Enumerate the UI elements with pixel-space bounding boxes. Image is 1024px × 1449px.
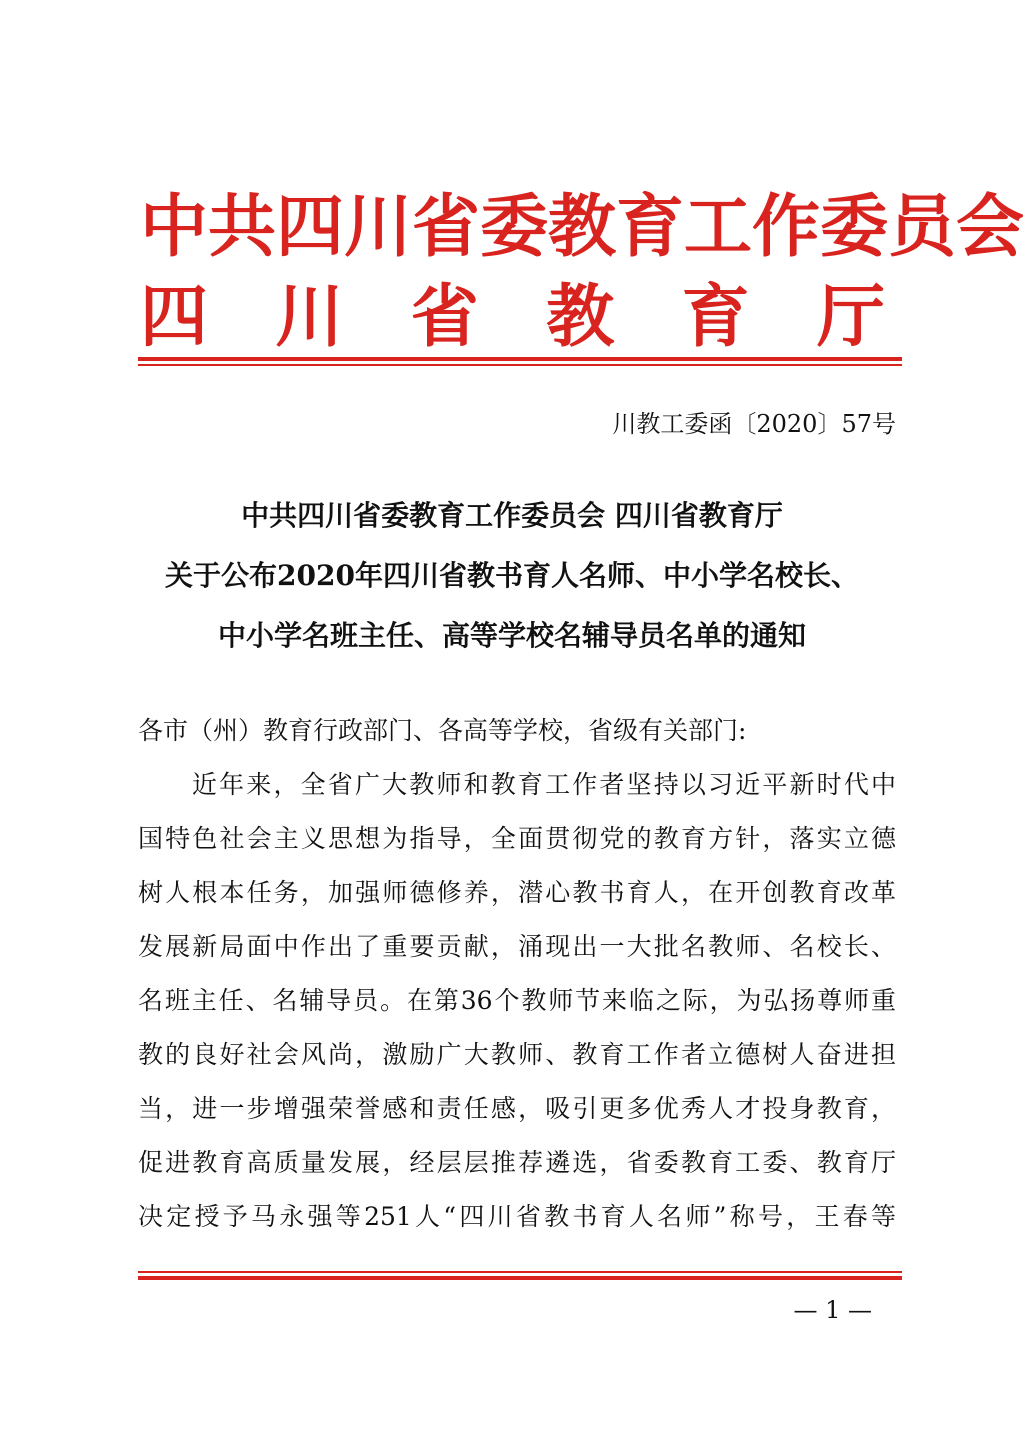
- body-line-6: 教的良好社会风尚，激励广大教师、教育工作者立德树人奋进担: [138, 1040, 896, 1069]
- letterhead-rule-thick: [138, 357, 902, 361]
- letterhead-org-line2: 四川省教育厅: [140, 278, 885, 357]
- title-line-3: 中小学名班主任、高等学校名辅导员名单的通知: [217, 619, 806, 652]
- body-line-5: 名班主任、名辅导员。在第36个教师节来临之际，为弘扬尊师重: [138, 986, 896, 1015]
- body-line-7: 当，进一步增强荣誉感和责任感，吸引更多优秀人才投身教育，: [138, 1094, 896, 1123]
- footer-rule-thick: [138, 1276, 902, 1280]
- title-line-2: 关于公布2020年四川省教书育人名师、中小学名校长、: [165, 559, 859, 592]
- letterhead-rule-thin: [138, 364, 902, 366]
- salutation: 各市（州）教育行政部门、各高等学校，省级有关部门:: [138, 716, 747, 745]
- document-number: 川教工委函〔2020〕57号: [612, 410, 896, 438]
- body-line-9: 决定授予马永强等251人“四川省教书育人名师”称号，王春等: [138, 1202, 896, 1231]
- title-line-1: 中共四川省委教育工作委员会 四川省教育厅: [241, 499, 783, 532]
- body-line-3: 树人根本任务，加强师德修养，潜心教书育人，在开创教育改革: [138, 878, 896, 907]
- body-line-2: 国特色社会主义思想为指导，全面贯彻党的教育方针，落实立德: [138, 824, 896, 853]
- body-line-4: 发展新局面中作出了重要贡献，涌现出一大批名教师、名校长、: [138, 932, 896, 961]
- body-line-1: 近年来，全省广大教师和教育工作者坚持以习近平新时代中: [192, 770, 896, 799]
- letterhead-org-line1: 中共四川省委教育工作委员会: [140, 188, 1024, 267]
- page-number: — 1 —: [793, 1296, 872, 1324]
- body-line-8: 促进教育高质量发展，经层层推荐遴选，省委教育工委、教育厅: [138, 1148, 896, 1177]
- footer-rule-thin: [138, 1271, 902, 1273]
